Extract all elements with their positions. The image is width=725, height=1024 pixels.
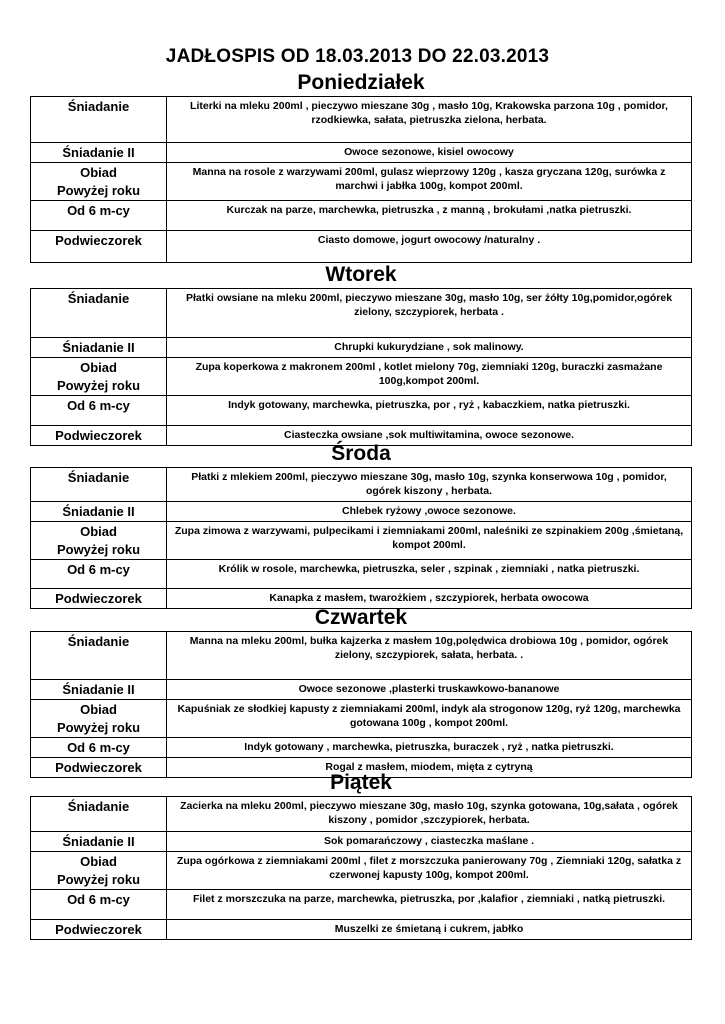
day-monday (30, 70, 692, 263)
meal-text: Manna na rosole z warzywami 200ml, gulasz wieprzowy 120g , kasza gryczana 120g, surówka z marchwi i jabłka 100g, kompot 200ml. (167, 163, 692, 201)
day-tuesday (30, 262, 692, 446)
meal-label: Śniadanie (31, 797, 167, 832)
meal-text: Sok pomarańczowy , ciasteczka maślane . (167, 832, 692, 852)
meal-label: Śniadanie II (31, 680, 167, 700)
obiad-line1: Obiad (80, 360, 117, 375)
day-title: Piątek (330, 771, 392, 794)
meal-text: Rogal z masłem, miodem, mięta z cytryną (167, 758, 692, 778)
meal-text: Zupa zimowa z warzywami, pulpecikami i ziemniakami 200ml, naleśniki ze szpinakiem 200g ,śmietaną, kompot 200ml. (167, 522, 692, 560)
obiad-line2: Powyżej roku (56, 720, 141, 735)
table-row (31, 201, 692, 231)
meal-label: Śniadanie (31, 632, 167, 680)
menu-table (30, 288, 692, 446)
meal-label: Od 6 m-cy (31, 396, 167, 426)
meal-text: Królik w rosole, marchewka, pietruszka, seler , szpinak , ziemniaki , natka pietruszki. (167, 560, 692, 589)
table-row (31, 97, 692, 143)
day-title: Poniedziałek (297, 71, 425, 94)
table-row (31, 700, 692, 738)
meal-label (31, 358, 167, 396)
table-row (31, 289, 692, 338)
meal-label (31, 700, 167, 738)
meal-label (31, 522, 167, 560)
obiad-line2: Powyżej roku (56, 378, 141, 393)
day-wednesday (30, 441, 692, 609)
meal-text: Filet z morszczuka na parze, marchewka, pietruszka, por ,kalafior , ziemniaki , natką pietruszki. (167, 890, 692, 920)
meal-label: Śniadanie II (31, 502, 167, 522)
meal-text: Indyk gotowany , marchewka, pietruszka, buraczek , ryż , natka pietruszki. (167, 738, 692, 758)
meal-text: Zupa ogórkowa z ziemniakami 200ml , filet z morszczuka panierowany 70g , Ziemniaki 120g, sałatka z czerwonej kapusty 100g, kompot 200ml. (167, 852, 692, 890)
menu-table (30, 467, 692, 609)
meal-text: Indyk gotowany, marchewka, pietruszka, por , ryż , kabaczkiem, natka pietruszki. (167, 396, 692, 426)
obiad-line1: Obiad (80, 702, 117, 717)
table-row (31, 502, 692, 522)
obiad-line1: Obiad (80, 854, 117, 869)
meal-text: Manna na mleku 200ml, bułka kajzerka z masłem 10g,polędwica drobiowa 10g , pomidor, ogórek zielony, szczypiorek, sałata, herbata. . (167, 632, 692, 680)
meal-text: Owoce sezonowe ,plasterki truskawkowo-bananowe (167, 680, 692, 700)
table-row (31, 163, 692, 201)
obiad-line1: Obiad (80, 524, 117, 539)
table-row (31, 797, 692, 832)
meal-text: Owoce sezonowe, kisiel owocowy (167, 143, 692, 163)
meal-label: Śniadanie II (31, 143, 167, 163)
meal-text: Ciasto domowe, jogurt owocowy /naturalny . (167, 231, 692, 263)
table-row (31, 338, 692, 358)
meal-label: Śniadanie II (31, 832, 167, 852)
table-row (31, 468, 692, 502)
meal-label: Śniadanie (31, 97, 167, 143)
day-title: Środa (331, 442, 391, 465)
table-row (31, 680, 692, 700)
table-row (31, 632, 692, 680)
table-row (31, 852, 692, 890)
table-row (31, 358, 692, 396)
meal-text: Zupa koperkowa z makronem 200ml , kotlet mielony 70g, ziemniaki 120g, buraczki zasmażane 100g,kompot 200ml. (167, 358, 692, 396)
meal-label (31, 163, 167, 201)
obiad-line2: Powyżej roku (56, 542, 141, 557)
meal-label: Podwieczorek (31, 758, 167, 778)
meal-label: Podwieczorek (31, 231, 167, 263)
table-row (31, 143, 692, 163)
meal-label (31, 852, 167, 890)
meal-text: Zacierka na mleku 200ml, pieczywo mieszane 30g, masło 10g, szynka gotowana, 10g,sałata , ogórek kiszony , pomidor ,szczypiorek, herbata. (167, 797, 692, 832)
table-row (31, 231, 692, 263)
meal-label: Od 6 m-cy (31, 560, 167, 589)
meal-label: Od 6 m-cy (31, 201, 167, 231)
table-row (31, 560, 692, 589)
page-title: JADŁOSPIS OD 18.03.2013 DO 22.03.2013 (165, 46, 550, 67)
table-row (31, 890, 692, 920)
meal-text: Chlebek ryżowy ,owoce sezonowe. (167, 502, 692, 522)
meal-label: Od 6 m-cy (31, 738, 167, 758)
meal-text: Płatki z mlekiem 200ml, pieczywo mieszane 30g, masło 10g, szynka konserwowa 10g , pomidor, ogórek kiszony , herbata. (167, 468, 692, 502)
meal-text: Płatki owsiane na mleku 200ml, pieczywo mieszane 30g, masło 10g, ser żółty 10g,pomidor,ogórek zielony, szczypiorek, herbata . (167, 289, 692, 338)
table-row (31, 738, 692, 758)
day-thursday (30, 605, 692, 778)
table-row (31, 832, 692, 852)
table-row (31, 920, 692, 940)
meal-text: Literki na mleku 200ml , pieczywo mieszane 30g , masło 10g, Krakowska parzona 10g , pomidor, rzodkiewka, sałata, pietruszka zielona, herbata. (167, 97, 692, 143)
meal-text: Kapuśniak ze słodkiej kapusty z ziemniakami 200ml, indyk ala strogonow 120g, ryż 120g, marchewka gotowana 100g , kompot 200ml. (167, 700, 692, 738)
day-friday (30, 770, 692, 940)
day-title: Czwartek (314, 606, 408, 629)
menu-table (30, 96, 692, 263)
menu-table (30, 796, 692, 940)
meal-label: Śniadanie (31, 468, 167, 502)
menu-table (30, 631, 692, 778)
obiad-line2: Powyżej roku (56, 872, 141, 887)
meal-label: Śniadanie (31, 289, 167, 338)
meal-label: Podwieczorek (31, 426, 167, 446)
table-row (31, 522, 692, 560)
meal-text: Kurczak na parze, marchewka, pietruszka , z manną , brokułami ,natka pietruszki. (167, 201, 692, 231)
table-row (31, 396, 692, 426)
meal-label: Podwieczorek (31, 589, 167, 609)
meal-label: Od 6 m-cy (31, 890, 167, 920)
meal-text: Muszelki ze śmietaną i cukrem, jabłko (167, 920, 692, 940)
day-title: Wtorek (325, 263, 397, 286)
meal-label: Śniadanie II (31, 338, 167, 358)
obiad-line2: Powyżej roku (56, 183, 141, 198)
meal-text: Kanapka z masłem, twarożkiem , szczypiorek, herbata owocowa (167, 589, 692, 609)
meal-text: Ciasteczka owsiane ,sok multiwitamina, owoce sezonowe. (167, 426, 692, 446)
meal-text: Chrupki kukurydziane , sok malinowy. (167, 338, 692, 358)
obiad-line1: Obiad (80, 165, 117, 180)
meal-label: Podwieczorek (31, 920, 167, 940)
